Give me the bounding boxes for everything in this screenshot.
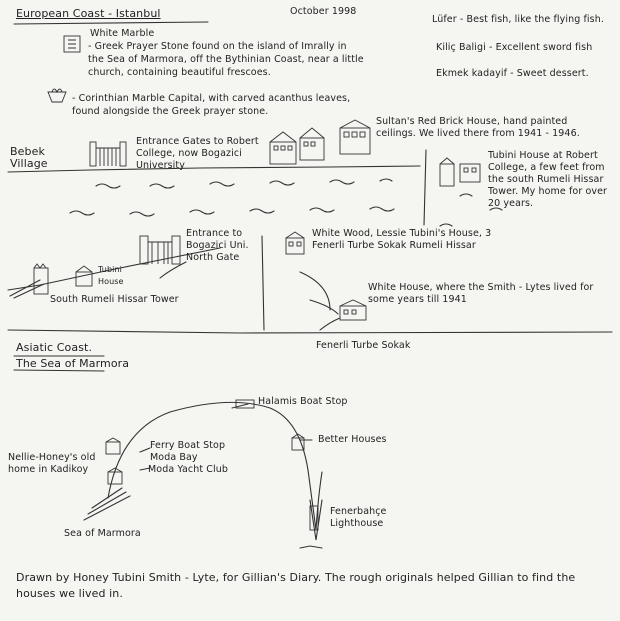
date-label: October 1998 (290, 6, 357, 17)
white-wood-label: White Wood, Lessie Tubini's House, 3 Fenerli Turbe Sokak Rumeli Hissar (312, 228, 492, 251)
title-underline (14, 22, 208, 24)
pointer-ferry (140, 448, 150, 452)
pointer-halamis (232, 404, 248, 408)
white-wood-house-icon (286, 232, 304, 254)
bebek-village-label: Bebek Village (10, 145, 48, 170)
kadikoy-shore (84, 488, 130, 520)
robert-college-gates-label: Entrance Gates to Robert College, now Bogazici University (136, 136, 259, 171)
house-icon-2 (300, 128, 324, 160)
road-white-house (300, 272, 340, 330)
white-house-icon (340, 300, 366, 320)
prayer-stone-note: - Greek Prayer Stone found on the island of Imrally in the Sea of Marmora, off the Bythinian Coast, near a little church, containing beautiful frescoes. (88, 41, 364, 78)
tubini-house-note: Tubini House at Robert College, a few feet from the south Rumeli Hissar Tower. My home for over 20 years. (488, 150, 608, 209)
bosphorus-waves (70, 179, 502, 226)
kilic-note: Kiliç Baligi - Excellent sword fish (436, 42, 593, 53)
south-tower-icon (34, 264, 48, 294)
better-houses-label: Better Houses (318, 434, 387, 445)
sultans-house-label: Sultan's Red Brick House, hand painted ceilings. We lived there from 1941 - 1946. (376, 116, 580, 139)
tubini-box-divider (424, 150, 426, 225)
white-marble-heading: White Marble (90, 28, 155, 39)
asiatic-coast-heading: Asiatic Coast. (16, 341, 93, 354)
white-house-label: White House, where the Smith - Lytes lived for some years till 1941 (368, 282, 594, 305)
marble-capital-note: - Corinthian Marble Capital, with carved acanthus leaves, found alongside the Greek prayer stone. (72, 93, 351, 117)
footer-credit: Drawn by Honey Tubini Smith - Lyte, for Gillian's Diary. The rough originals helped Gillian to find the houses we lived in. (16, 571, 576, 600)
kadikoy-house-icon (106, 438, 120, 454)
sea-of-marmora-label: Sea of Marmora (64, 528, 141, 539)
south-tower-label: South Rumeli Hissar Tower (50, 294, 179, 305)
prayer-stone-icon (64, 36, 80, 52)
kadikoy-home-label: Nellie-Honey's old home in Kadikoy (8, 452, 96, 475)
lufer-note: Lüfer - Best fish, like the flying fish. (432, 14, 604, 25)
moda-ferry-label: Ferry Boat Stop Moda Bay (150, 440, 226, 463)
tubini-house-icon (440, 158, 480, 186)
halamis-boat-stop-label: Halamis Boat Stop (258, 396, 348, 407)
sea-of-marmora-heading: The Sea of Marmora (16, 357, 130, 370)
section-separator (8, 330, 612, 333)
fenerbahce-lighthouse-label: Fenerbahçe Lighthouse (330, 506, 387, 529)
fenerli-street-label: Fenerli Turbe Sokak (316, 340, 411, 351)
house-icon-3 (340, 120, 370, 154)
bottom-baseline (300, 546, 322, 548)
north-gate-label: Entrance to Bogazici Uni. North Gate (186, 228, 249, 263)
moda-yacht-club-label: Moda Yacht Club (148, 464, 229, 475)
gate-icon (90, 142, 126, 166)
page-title: European Coast - Istanbul (16, 7, 161, 20)
marble-capital-icon (48, 89, 66, 102)
ekmek-note: Ekmek kadayif - Sweet dessert. (436, 68, 589, 79)
red-brick-house-icon (270, 132, 296, 164)
tubini-house-label: Tubini House (98, 265, 124, 286)
